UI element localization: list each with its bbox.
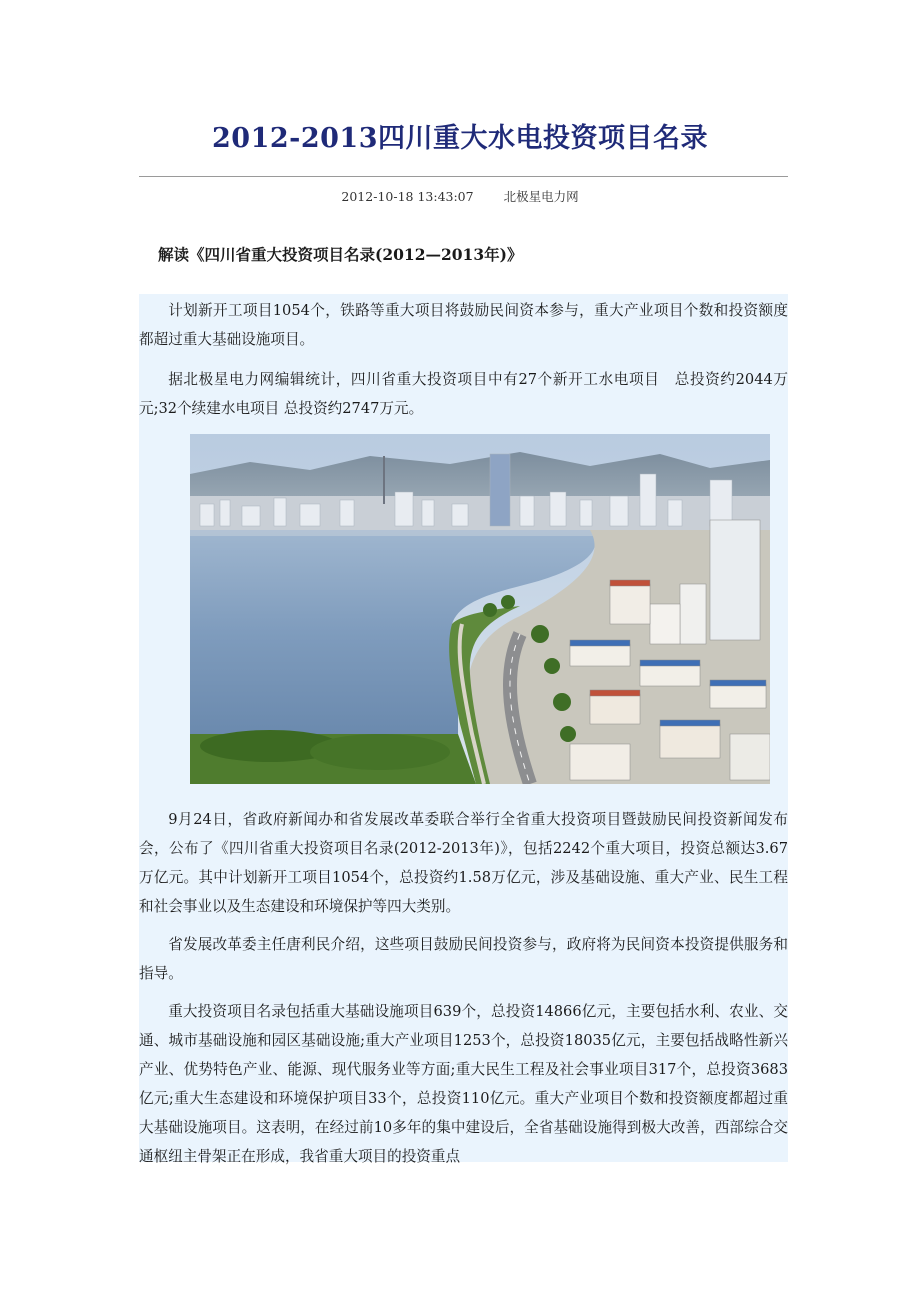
city-lake-photo [190,434,770,784]
paragraph-press-conference: 9月24日，省政府新闻办和省发展改革委联合举行全省重大投资项目暨鼓励民间投资新闻发布会，公布了《四川省重大投资项目名录(2012-2013年)》，包括2242个重大项目，投资总额达3.67万亿元。其中计划新开工项目1054个，总投资约1.58万亿元，涉及基础设施、重大产业、民生工程和社会事业以及生态建设和环境保护等四大类别。 [139,811,788,915]
paragraph-statistics: 据北极星电力网编辑统计，四川省重大投资项目中有27个新开工水电项目 总投资约2044万元;32个续建水电项目 总投资约2747万元。 [139,371,788,417]
article-meta [0,187,920,205]
section-heading: 解读《四川省重大投资项目名录(2012—2013年)》 [158,245,523,264]
paragraph-project-breakdown: 重大投资项目名录包括重大基础设施项目639个，总投资14866亿元，主要包括水利、农业、交通、城市基础设施和园区基础设施;重大产业项目1253个，总投资18035亿元，主要包括战略性新兴产业、优势特色产业、能源、现代服务业等方面;重大民生工程及社会事业项目317个，总投资3683亿元;重大生态建设和环境保护项目33个，总投资110亿元。重大产业项目个数和投资额度都超过重大基础设施项目。这表明，在经过前10多年的集中建设后，全省基础设施得到极大改善，西部综合交通枢纽主骨架正在形成，我省重大项目的投资重点 [139,1003,788,1165]
source-name: 北极星电力网 [503,189,579,204]
title-divider [139,176,788,177]
publish-date: 2012-10-18 13:43:07 [341,189,474,204]
paragraph-director-remarks: 省发展改革委主任唐利民介绍，这些项目鼓励民间投资参与，政府将为民间资本投资提供服务和指导。 [139,936,788,982]
paragraph-intro: 计划新开工项目1054个，铁路等重大项目将鼓励民间资本参与，重大产业项目个数和投资额度都超过重大基础设施项目。 [139,302,788,348]
page-title: 2012-2013四川重大水电投资项目名录 [212,123,708,154]
